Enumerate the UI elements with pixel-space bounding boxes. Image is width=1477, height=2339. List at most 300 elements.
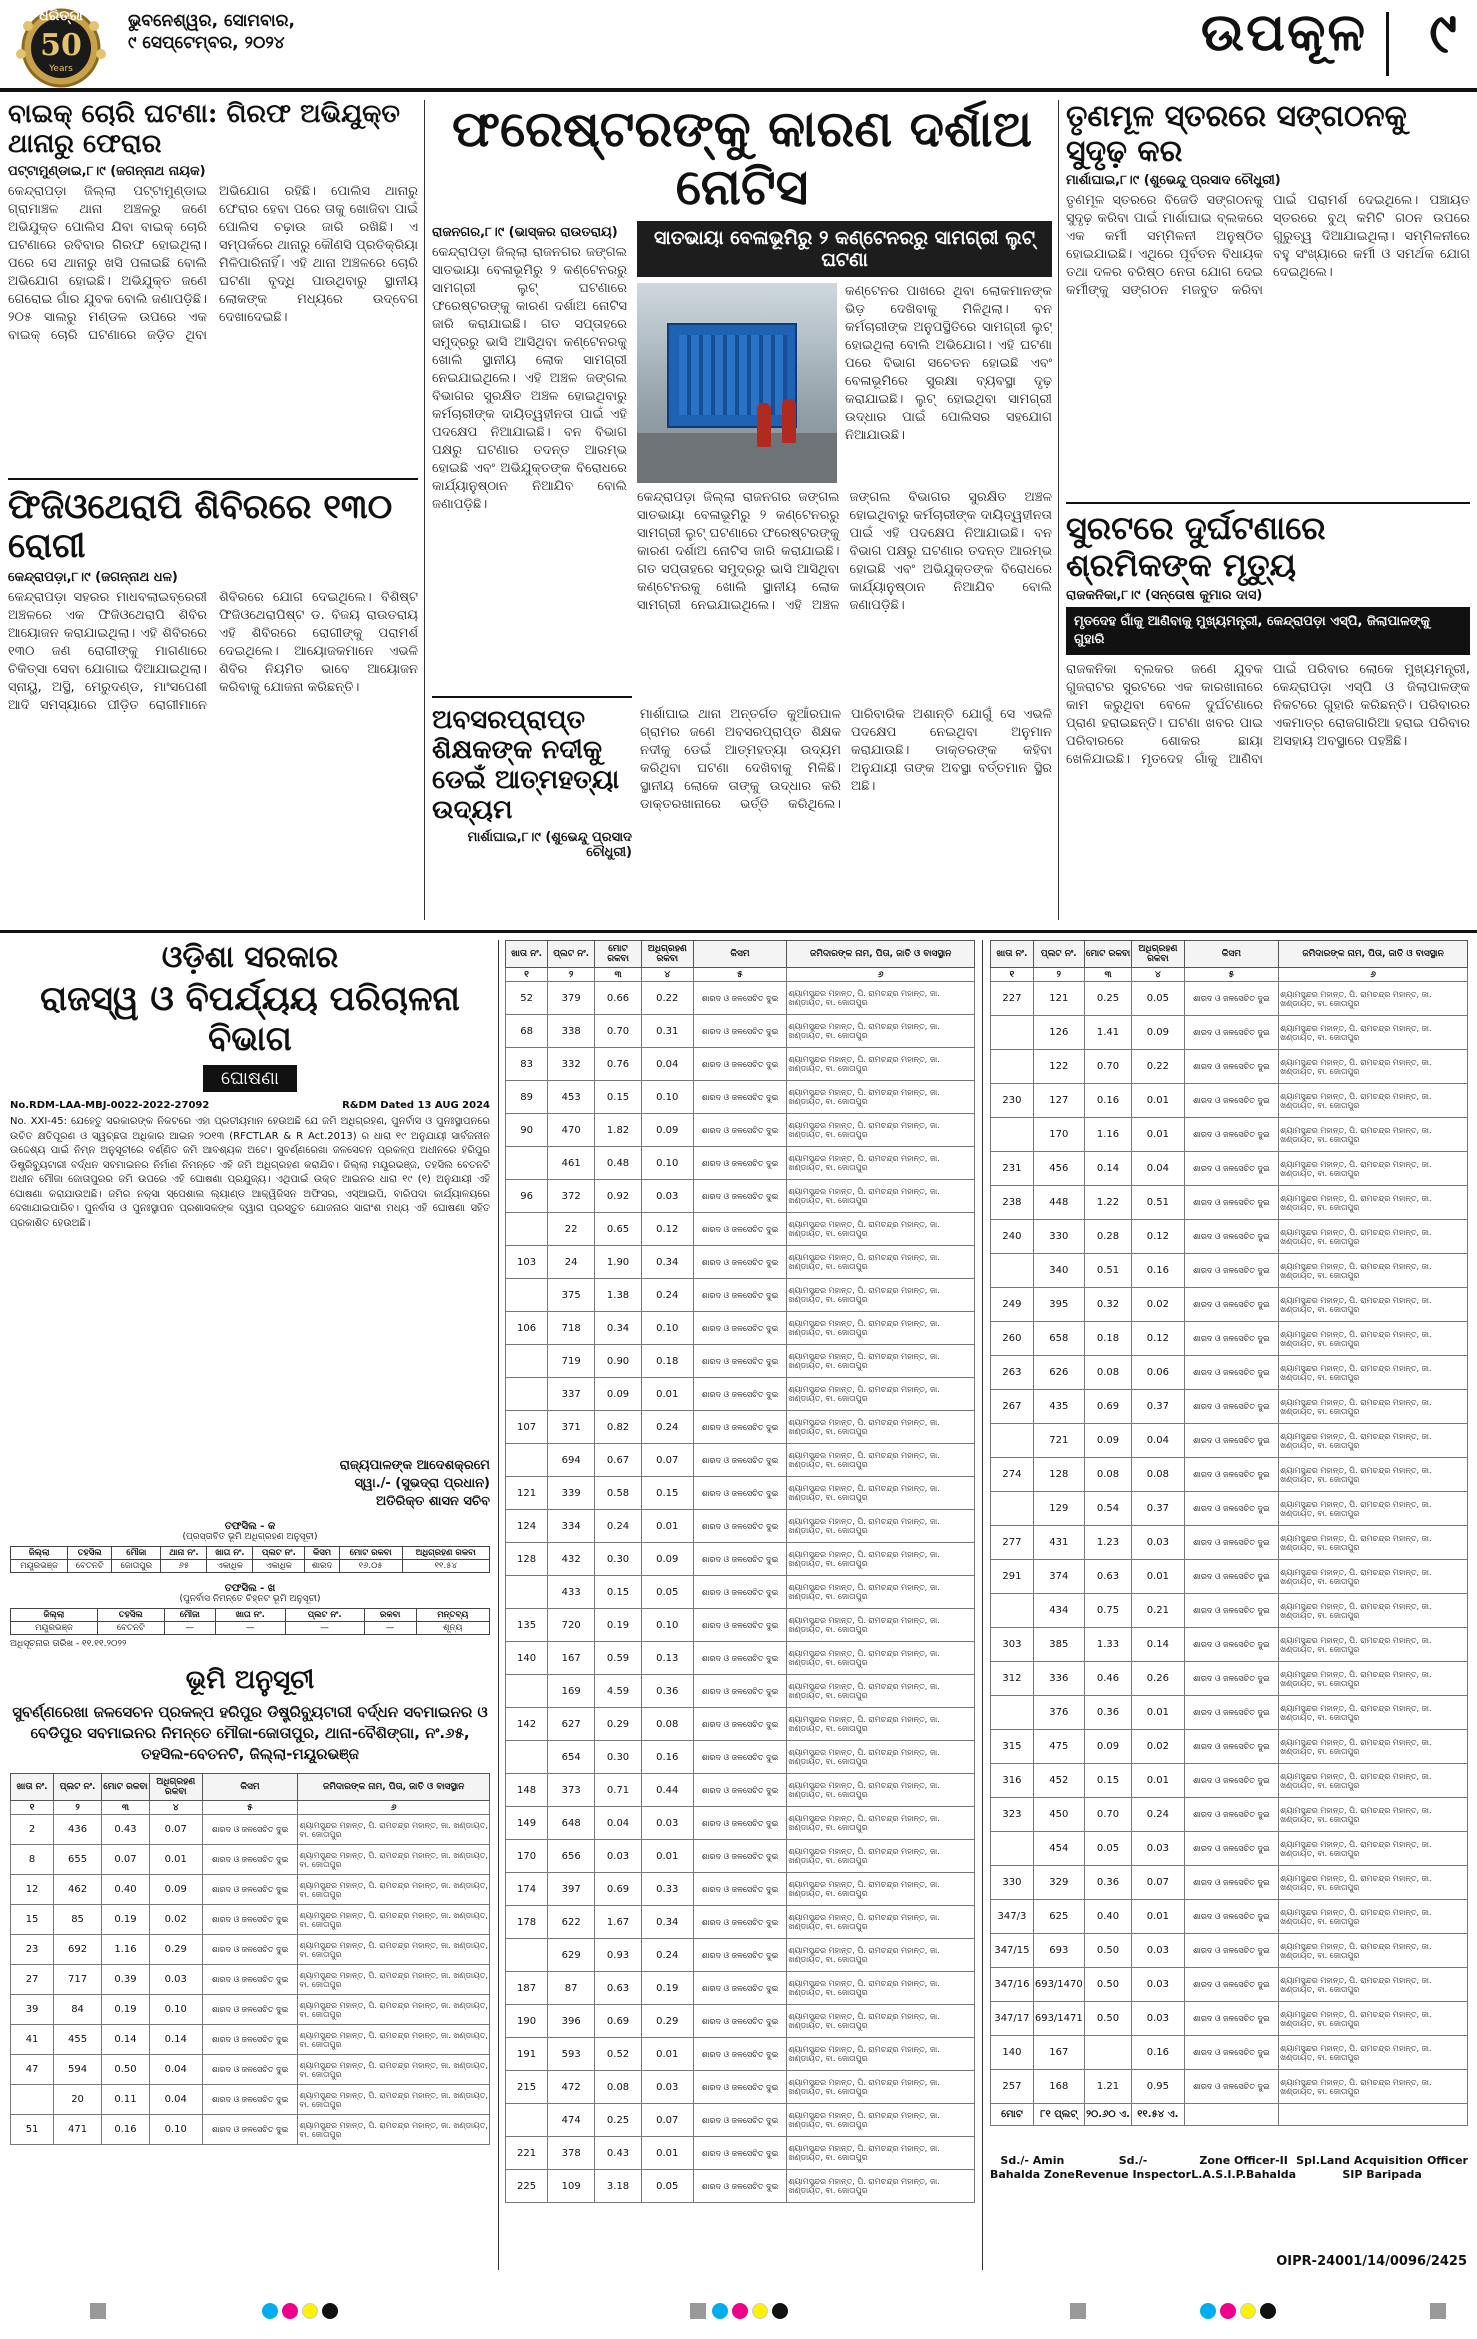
reg-box xyxy=(90,2303,106,2319)
table-cell: 109 xyxy=(548,2170,595,2203)
table-cell: 658 xyxy=(1033,1322,1084,1356)
table-cell: 103 xyxy=(506,1246,548,1279)
notice-middle-column xyxy=(505,940,975,2203)
table-index-cell: ୨ xyxy=(548,968,595,982)
kisam-cell: ଶାରଦ ଓ ଜଳସେଚିତ ଦୁଇ xyxy=(202,1875,298,1905)
table-cell: ମୟୂରଭଞ୍ଜ xyxy=(11,1622,98,1635)
table-cell: 0.07 xyxy=(641,2104,693,2137)
kisam-cell: ଶାରଦ ଓ ଜଳସେଚିତ ଦୁଇ xyxy=(1184,1764,1279,1798)
sign-name: ସ୍ୱା./- (ସୁଭଦ୍ରା ପ୍ରଧାନ) xyxy=(354,1476,490,1491)
kisam-cell: ଶାରଦ ଓ ଜଳସେଚିତ ଦୁଇ xyxy=(1184,1356,1279,1390)
table-cell: 1.33 xyxy=(1084,1628,1131,1662)
owner-cell: ଶ୍ୟାମସୁନ୍ଦର ମହାନ୍ତ, ପି. ରାମଚନ୍ଦ୍ର ମହାନ୍ତ, ଜା. ଖଣ୍ଡାୟତ, ବା. ଜୋତାପୁର xyxy=(787,1708,975,1741)
notice-dept-title: ରାଜସ୍ୱ ଓ ବିପର୍ଯ୍ୟୟ ପରିଚାଳନା ବିଭାଗ xyxy=(40,979,460,1059)
story-body: କେନ୍ଦ୍ରାପଡ଼ା ଜିଲ୍ଲା ପଟ୍ଟାମୁଣ୍ଡାଇ ଗ୍ରାମାଞ୍ଚଳ ଥାନା ଅଞ୍ଚଳରୁ ଜଣେ ଅଭିଯୁକ୍ତ ପୋଲିସ ଯିବା ବାଇକ୍ ଚୋରି ଘଟଣାରେ ରବିବାର ଗିରଫ ହୋଇଥିଲା। ପରେ ସେ ଥାନାରୁ ଖସି ପଳାଇଛି ବୋଲି ଅଭିଯୋଗ ହୋଇଛି। ଅଭିଯୁକ୍ତ ଜଣେ ଗେରୋଇ ଗାଁର ଯୁବକ ବୋଲି ଜଣାପଡ଼ିଛି। ୨୦୫ ସାଲରୁ ମଣ୍ଡଳ ଉପରେ ଏକ ବାଇକ୍ ଚୋରି ଘଟଣାରେ ଜଡ଼ିତ ଥିବା ଅଭିଯୋଗ ରହିଛି। ପୋଲିସ ଥାନାରୁ ଫେରାର ହେବା ପରେ ତାକୁ ଖୋଜିବା ପାଇଁ ପୋଲିସ ଚଢ଼ାଉ ଜାରି ରଖିଛି। ଏ ସମ୍ପର୍କରେ ଥାନାରୁ କୌଣସି ପ୍ରତିକ୍ରିୟା ମିଳିପାରିନାହିଁ। ଏହି ଥାନା ଅଞ୍ଚଳରେ ଚୋରି ଘଟଣା ବୃଦ୍ଧି ପାଉଥିବାରୁ ସ୍ଥାନୀୟ ଲୋକଙ୍କ ମଧ୍ୟରେ ଉଦ୍‌ବେଗ ଦେଖାଦେଇଛି। xyxy=(8,183,418,343)
table-cell: 316 xyxy=(991,1764,1034,1798)
table-cell: 0.03 xyxy=(641,1807,693,1840)
kisam-cell: ଶାରଦ ଓ ଜଳସେଚିତ ଦୁଇ xyxy=(693,1345,787,1378)
table-cell: 0.43 xyxy=(102,1815,150,1845)
table-header-cell: ପ୍ଲଟ ନଂ. xyxy=(1033,941,1084,968)
table-cell: ବେତନଟି xyxy=(97,1622,164,1635)
table-cell xyxy=(506,1345,548,1378)
table-index-cell: ୫ xyxy=(693,968,787,982)
kisam-cell: ଶାରଦ ଓ ଜଳସେଚିତ ଦୁଇ xyxy=(693,1312,787,1345)
table-cell: 267 xyxy=(991,1390,1034,1424)
table-cell: 0.19 xyxy=(595,1609,642,1642)
table-cell: 0.01 xyxy=(1132,1900,1184,1934)
table-index-cell: ୨ xyxy=(54,1801,102,1815)
story-headline: ବାଇକ୍ ଚୋରି ଘଟଣା: ଗିରଫ ଅଭିଯୁକ୍ତ ଥାନାରୁ ଫେରାର xyxy=(8,99,400,159)
kisam-cell: ଶାରଦ ଓ ଜଳସେଚିତ ଦୁଇ xyxy=(202,1995,298,2025)
owner-cell: ଶ୍ୟାମସୁନ୍ଦର ମହାନ୍ତ, ପି. ରାମଚନ୍ଦ୍ର ମହାନ୍ତ, ଜା. ଖଣ୍ଡାୟତ, ବା. ଜୋତାପୁର xyxy=(1279,1050,1468,1084)
kisam-cell: ଶାରଦ ଓ ଜଳସେଚିତ ଦୁଇ xyxy=(693,1246,787,1279)
table-cell: 0.82 xyxy=(595,1411,642,1444)
order-label: ରାଜ୍ୟପାଳଙ୍କ ଆଦେଶକ୍ରମେ xyxy=(339,1458,490,1473)
small-table-2-sub: (ପୁନର୍ବାସ ନିମନ୍ତେ ଚିହ୍ନଟ ଭୂମି ଅନୁସୂଚୀ) xyxy=(179,1594,321,1604)
owner-cell: ଶ୍ୟାମସୁନ୍ଦର ମହାନ୍ତ, ପି. ରାମଚନ୍ଦ୍ର ମହାନ୍ତ, ଜା. ଖଣ୍ଡାୟତ, ବା. ଜୋତାପୁର xyxy=(1279,1900,1468,1934)
owner-cell: ଶ୍ୟାମସୁନ୍ଦର ମହାନ୍ତ, ପି. ରାମଚନ୍ଦ୍ର ମହାନ୍ତ, ଜା. ଖଣ୍ଡାୟତ, ବା. ଜୋତାପୁର xyxy=(298,2115,490,2145)
table-cell: 274 xyxy=(991,1458,1034,1492)
story-body-3: କେନ୍ଦ୍ରାପଡ଼ା ଜିଲ୍ଲା ରାଜନଗର ଜଙ୍ଗଲ ସାତଭାୟା ବେଳାଭୂମିରୁ ୨ କଣ୍ଟେନରରୁ ସାମଗ୍ରୀ ଲୁଟ୍ ଘଟଣାରେ ଫରେଷ୍ଟରଙ୍କୁ କାରଣ ଦର୍ଶାଅ ନୋଟିସ ଜାରି କରାଯାଇଛି। ଗତ ସପ୍ତାହରେ ସମୁଦ୍ରରୁ ଭାସି ଆସିଥିବା କଣ୍ଟେନରକୁ ଖୋଲି ସ୍ଥାନୀୟ ଲୋକ ସାମଗ୍ରୀ ନେଇଯାଇଥିଲେ। ଏହି ଅଞ୍ଚଳ ଜଙ୍ଗଲ ବିଭାଗର ସୁରକ୍ଷିତ ଅଞ୍ଚଳ ହୋଇଥିବାରୁ କର୍ମଚାରୀଙ୍କ ଦାୟିତ୍ୱହୀନତା ପାଇଁ ଏହି ପଦକ୍ଷେପ ନିଆଯାଇଛି। ବନ ବିଭାଗ ପକ୍ଷରୁ ଘଟଣାର ତଦନ୍ତ ଆରମ୍ଭ ହୋଇଛି ଏବଂ ଅଭିଯୁକ୍ତଙ୍କ ବିରୋଧରେ କାର୍ଯ୍ୟାନୁଷ୍ଠାନ ନିଆଯିବ ବୋଲି ଜଣାପଡ଼ିଛି। xyxy=(637,490,1052,613)
owner-cell: ଶ୍ୟାମସୁନ୍ଦର ମହାନ୍ତ, ପି. ରାମଚନ୍ଦ୍ର ମହାନ୍ତ, ଜା. ଖଣ୍ଡାୟତ, ବା. ଜୋତାପୁର xyxy=(1279,2002,1468,2036)
table-cell: 0.03 xyxy=(149,1965,202,1995)
owner-cell: ଶ୍ୟାମସୁନ୍ଦର ମହାନ୍ତ, ପି. ରାମଚନ୍ଦ୍ର ମହାନ୍ତ, ଜା. ଖଣ୍ଡାୟତ, ବା. ଜୋତାପୁର xyxy=(1279,1424,1468,1458)
owner-cell: ଶ୍ୟାମସୁନ୍ଦର ମହାନ୍ତ, ପି. ରାମଚନ୍ଦ୍ର ମହାନ୍ତ, ଜା. ଖଣ୍ଡାୟତ, ବା. ଜୋତାପୁର xyxy=(787,1048,975,1081)
kisam-cell: ଶାରଦ ଓ ଜଳସେଚିତ ଦୁଇ xyxy=(1184,1152,1279,1186)
table-cell: 347/16 xyxy=(991,1968,1034,2002)
kisam-cell: ଶାରଦ ଓ ଜଳସେଚିତ ଦୁଇ xyxy=(693,1147,787,1180)
table-cell: 68 xyxy=(506,1015,548,1048)
kisam-cell: ଶାରଦ ଓ ଜଳସେଚିତ ଦୁଇ xyxy=(1184,1254,1279,1288)
table-cell: 126 xyxy=(1033,1016,1084,1050)
table-header-cell: ପ୍ଲଟ ନଂ. xyxy=(548,941,595,968)
table-cell: 0.14 xyxy=(149,2025,202,2055)
table-cell: 0.36 xyxy=(1084,1696,1131,1730)
table-cell: 0.15 xyxy=(595,1081,642,1114)
table-cell: 89 xyxy=(506,1081,548,1114)
story-byline: ରାଜକନିକା,୮।୯ (ସନ୍ତୋଷ କୁମାର ଦାସ) xyxy=(1066,587,1263,603)
owner-cell: ଶ୍ୟାମସୁନ୍ଦର ମହାନ୍ତ, ପି. ରାମଚନ୍ଦ୍ର ମହାନ୍ତ, ଜା. ଖଣ୍ଡାୟତ, ବା. ଜୋତାପୁର xyxy=(787,1609,975,1642)
story-byline: କେନ୍ଦ୍ରାପଡ଼ା,୮।୯ (ଜଗନ୍ନାଥ ଧଳ) xyxy=(8,570,178,586)
story-body: କେନ୍ଦ୍ରାପଡ଼ା ଜିଲ୍ଲା ରାଜନଗର ଜଙ୍ଗଲ ସାତଭାୟା ବେଳାଭୂମିରୁ ୨ କଣ୍ଟେନରରୁ ସାମଗ୍ରୀ ଲୁଟ୍ ଘଟଣାରେ ଫରେଷ୍ଟରଙ୍କୁ କାରଣ ଦର୍ଶାଅ ନୋଟିସ ଜାରି କରାଯାଇଛି। ଗତ ସପ୍ତାହରେ ସମୁଦ୍ରରୁ ଭାସି ଆସିଥିବା କଣ୍ଟେନରକୁ ଖୋଲି ସ୍ଥାନୀୟ ଲୋକ ସାମଗ୍ରୀ ନେଇଯାଇଥିଲେ। ଏହି ଅଞ୍ଚଳ ଜଙ୍ଗଲ ବିଭାଗର ସୁରକ୍ଷିତ ଅଞ୍ଚଳ ହୋଇଥିବାରୁ କର୍ମଚାରୀଙ୍କ ଦାୟିତ୍ୱହୀନତା ପାଇଁ ଏହି ପଦକ୍ଷେପ ନିଆଯାଇଛି। ବନ ବିଭାଗ ପକ୍ଷରୁ ଘଟଣାର ତଦନ୍ତ ଆରମ୍ଭ ହୋଇଛି ଏବଂ ଅଭିଯୁକ୍ତଙ୍କ ବିରୋଧରେ କାର୍ଯ୍ୟାନୁଷ୍ଠାନ ନିଆଯିବ ବୋଲି ଜଣାପଡ଼ିଛି। xyxy=(432,245,627,512)
table-index-cell: ୫ xyxy=(202,1801,298,1815)
table-cell xyxy=(991,1696,1034,1730)
owner-cell: ଶ୍ୟାମସୁନ୍ଦର ମହାନ୍ତ, ପି. ରାମଚନ୍ଦ୍ର ମହାନ୍ତ, ଜା. ଖଣ୍ଡାୟତ, ବା. ଜୋତାପୁର xyxy=(787,1576,975,1609)
table-cell: 0.05 xyxy=(1084,1832,1131,1866)
masthead-rule xyxy=(0,88,1477,92)
table-cell: 47 xyxy=(11,2055,54,2085)
table-header-cell: ମୋଟ ରକବା xyxy=(102,1774,150,1801)
story-headline: ସୁରଟରେ ଦୁର୍ଘଟଣାରେ ଶ୍ରମିକଙ୍କ ମୃତ୍ୟୁ xyxy=(1066,509,1326,584)
table-cell: 0.54 xyxy=(1084,1492,1131,1526)
table-row xyxy=(506,1543,975,1576)
kisam-cell: ଶାରଦ ଓ ଜଳସେଚିତ ଦୁଇ xyxy=(202,1965,298,1995)
table-row xyxy=(991,1288,1468,1322)
owner-cell: ଶ୍ୟାମସୁନ୍ଦର ମହାନ୍ତ, ପି. ରାମଚନ୍ଦ୍ର ମହାନ୍ତ, ଜା. ଖଣ୍ଡାୟତ, ବା. ଜୋତାପୁର xyxy=(1279,1798,1468,1832)
table-cell: 452 xyxy=(1033,1764,1084,1798)
owner-cell: ଶ୍ୟାମସୁନ୍ଦର ମହାନ୍ତ, ପି. ରାମଚନ୍ଦ୍ର ମହାନ୍ତ, ଜା. ଖଣ୍ଡାୟତ, ବା. ଜୋତାପୁର xyxy=(1279,1934,1468,1968)
owner-cell: ଶ୍ୟାମସୁନ୍ଦର ମହାନ୍ତ, ପି. ରାମଚନ୍ଦ୍ର ମହାନ୍ତ, ଜା. ଖଣ୍ଡାୟତ, ବା. ଜୋତାପୁର xyxy=(787,1411,975,1444)
table-cell: 0.48 xyxy=(595,1147,642,1180)
table-cell xyxy=(1084,2036,1131,2070)
story-teacher-suicide-attempt xyxy=(432,706,632,864)
table-cell: 84 xyxy=(54,1995,102,2025)
owner-cell: ଶ୍ୟାମସୁନ୍ଦର ମହାନ୍ତ, ପି. ରାମଚନ୍ଦ୍ର ମହାନ୍ତ, ଜା. ଖଣ୍ଡାୟତ, ବା. ଜୋତାପୁର xyxy=(1279,1118,1468,1152)
owner-cell: ଶ୍ୟାମସୁନ୍ଦର ମହାନ୍ତ, ପି. ରାମଚନ୍ଦ୍ର ମହାନ୍ତ, ଜା. ଖଣ୍ଡାୟତ, ବା. ଜୋତାପୁର xyxy=(1279,1186,1468,1220)
owner-cell: ଶ୍ୟାମସୁନ୍ଦର ମହାନ୍ତ, ପି. ରାମଚନ୍ଦ୍ର ମହାନ୍ତ, ଜା. ଖଣ୍ଡାୟତ, ବା. ଜୋତାପୁର xyxy=(1279,1016,1468,1050)
table-row xyxy=(506,1609,975,1642)
table-cell xyxy=(11,2085,54,2115)
divider xyxy=(432,696,632,698)
dateline xyxy=(128,10,428,54)
table-row xyxy=(506,1708,975,1741)
table-row xyxy=(506,2137,975,2170)
kisam-cell: ଶାରଦ ଓ ଜଳସେଚିତ ଦୁଇ xyxy=(693,1015,787,1048)
table-cell: 329 xyxy=(1033,1866,1084,1900)
table-header-cell: ଅଧିଗ୍ରହଣ ରକବା xyxy=(1132,941,1184,968)
table-cell: 0.18 xyxy=(641,1345,693,1378)
table-cell: 1.90 xyxy=(595,1246,642,1279)
table-cell: 0.36 xyxy=(641,1675,693,1708)
table-cell: ଜୋତାପୁର xyxy=(112,1560,161,1573)
story-subbanner: ମୃତଦେହ ଗାଁକୁ ଆଣିବାକୁ ମୁଖ୍ୟମନ୍ତ୍ରୀ, କେନ୍ଦ୍ରାପଡ଼ା ଏସ୍‌ପି, ଜିଲାପାଳଙ୍କୁ ଗୁହାରି xyxy=(1066,607,1470,655)
table-cell: 0.95 xyxy=(1132,2070,1184,2104)
table-cell: 627 xyxy=(548,1708,595,1741)
table-header-cell: ଅଧିଗ୍ରହଣ ରକବା xyxy=(149,1774,202,1801)
table-cell: 718 xyxy=(548,1312,595,1345)
table-row xyxy=(991,1220,1468,1254)
kisam-cell: ଶାରଦ ଓ ଜଳସେଚିତ ଦୁଇ xyxy=(693,2071,787,2104)
table-cell: 0.24 xyxy=(641,1411,693,1444)
table-cell: 0.39 xyxy=(102,1965,150,1995)
table-row xyxy=(506,1741,975,1774)
table-index-cell: ୧ xyxy=(11,1801,54,1815)
table-cell: 721 xyxy=(1033,1424,1084,1458)
table-cell: 0.19 xyxy=(102,1905,150,1935)
kisam-cell: ଶାରଦ ଓ ଜଳସେଚିତ ଦୁଇ xyxy=(693,1642,787,1675)
table-cell: 0.33 xyxy=(641,1873,693,1906)
table-cell: 372 xyxy=(548,1180,595,1213)
table-row xyxy=(991,1934,1468,1968)
table-cell: 0.50 xyxy=(1084,1968,1131,2002)
table-cell: 257 xyxy=(991,2070,1034,2104)
kisam-cell: ଶାରଦ ଓ ଜଳସେଚିତ ଦୁଇ xyxy=(693,1906,787,1939)
kisam-cell: ଶାରଦ ଓ ଜଳସେଚିତ ଦୁଇ xyxy=(693,1180,787,1213)
kisam-cell: ଶାରଦ ଓ ଜଳସେଚିତ ଦୁଇ xyxy=(1184,1594,1279,1628)
story-right-column xyxy=(637,221,1052,739)
table-cell xyxy=(506,1576,548,1609)
table-cell: 0.01 xyxy=(1132,1696,1184,1730)
table-cell: 692 xyxy=(54,1935,102,1965)
owner-cell: ଶ୍ୟାମସୁନ୍ଦର ମହାନ୍ତ, ପି. ରାମଚନ୍ଦ୍ର ମହାନ୍ତ, ଜା. ଖଣ୍ଡାୟତ, ବା. ଜୋତାପୁର xyxy=(787,1807,975,1840)
kisam-cell: ଶାରଦ ଓ ଜଳସେଚିତ ଦୁଇ xyxy=(693,1279,787,1312)
notice-signature xyxy=(10,1457,490,1511)
table-cell: 260 xyxy=(991,1322,1034,1356)
table-index-cell: ୨ xyxy=(1033,968,1084,982)
table-cell: 51 xyxy=(11,2115,54,2145)
story-body-2: କଣ୍ଟେନର ପାଖରେ ଥିବା ଲୋକମାନଙ୍କ ଭିଡ଼ ଦେଖିବାକୁ ମିଳିଥିଲା। ବନ କର୍ମଚାରୀଙ୍କ ଅନୁପସ୍ଥିତିରେ ସାମଗ୍ରୀ ଲୁଟ୍ ହୋଇଥିଲା ବୋଲି ଅଭିଯୋଗ। ଏହି ଘଟଣା ପରେ ବିଭାଗ ସଚେତନ ହୋଇଛି ଏବଂ ବେଳାଭୂମିରେ ସୁରକ୍ଷା ବ୍ୟବସ୍ଥା ଦୃଢ଼ କରାଯାଇଛି। ଲୁଟ୍ ହୋଇଥିବା ସାମଗ୍ରୀ ଉଦ୍ଧାର ପାଇଁ ପୋଲିସର ସହଯୋଗ ନିଆଯାଉଛି। xyxy=(845,284,1052,443)
table-cell: 0.05 xyxy=(641,2170,693,2203)
table-cell: 128 xyxy=(506,1543,548,1576)
logo-years-sub: Years xyxy=(49,64,73,74)
owner-cell: ଶ୍ୟାମସୁନ୍ଦର ମହାନ୍ତ, ପି. ରାମଚନ୍ଦ୍ର ମହାନ୍ତ, ଜା. ଖଣ୍ଡାୟତ, ବା. ଜୋତାପୁର xyxy=(1279,1628,1468,1662)
table-row xyxy=(506,1477,975,1510)
table-cell: 0.04 xyxy=(149,2085,202,2115)
table-cell: 0.04 xyxy=(1132,1152,1184,1186)
table-cell: 249 xyxy=(991,1288,1034,1322)
owner-cell: ଶ୍ୟାମସୁନ୍ଦର ମହାନ୍ତ, ପି. ରାମଚନ୍ଦ୍ର ମହାନ୍ତ, ଜା. ଖଣ୍ଡାୟତ, ବା. ଜୋତାପୁର xyxy=(787,2137,975,2170)
notice-memo: ଅଧିସୂଚନାର ତାରିଖ - ୧୧.୧୧.୨୦୨୨ xyxy=(10,1639,127,1649)
owner-cell: ଶ୍ୟାମସୁନ୍ଦର ମହାନ୍ତ, ପି. ରାମଚନ୍ଦ୍ର ମହାନ୍ତ, ଜା. ଖଣ୍ଡାୟତ, ବା. ଜୋତାପୁର xyxy=(787,1873,975,1906)
table-cell: 0.70 xyxy=(1084,1798,1131,1832)
table-row xyxy=(991,1900,1468,1934)
table-header-cell: ପ୍ଲଟ ନଂ. xyxy=(253,1547,305,1560)
table-cell: 330 xyxy=(1033,1220,1084,1254)
table-cell: 4.59 xyxy=(595,1675,642,1708)
owner-cell: ଶ୍ୟାମସୁନ୍ଦର ମହାନ୍ତ, ପି. ରାମଚନ୍ଦ୍ର ମହାନ୍ତ, ଜା. ଖଣ୍ଡାୟତ, ବା. ଜୋତାପୁର xyxy=(787,1312,975,1345)
kisam-cell: ଶାରଦ ଓ ଜଳସେଚିତ ଦୁଇ xyxy=(202,2115,298,2145)
table-header-cell: ପ୍ଲଟ ନଂ. xyxy=(54,1774,102,1801)
table-cell: 0.12 xyxy=(1132,1322,1184,1356)
table-row xyxy=(506,1081,975,1114)
table-cell: 0.03 xyxy=(1132,2002,1184,2036)
table-cell: 0.15 xyxy=(1084,1764,1131,1798)
table-cell: 12 xyxy=(11,1875,54,1905)
table-cell: 0.03 xyxy=(1132,1832,1184,1866)
kisam-cell: ଶାରଦ ଓ ଜଳସେଚିତ ଦୁଇ xyxy=(1184,1016,1279,1050)
table-cell: 0.08 xyxy=(1084,1458,1131,1492)
table-cell: 85 xyxy=(54,1905,102,1935)
kisam-cell: ଶାରଦ ଓ ଜଳସେଚିତ ଦୁଇ xyxy=(693,1708,787,1741)
section-divider xyxy=(1386,12,1389,76)
table-cell: 471 xyxy=(54,2115,102,2145)
kisam-cell: ଶାରଦ ଓ ଜଳସେଚିତ ଦୁଇ xyxy=(1184,1798,1279,1832)
table-cell: 0.09 xyxy=(1132,1016,1184,1050)
table-row xyxy=(991,1390,1468,1424)
kisam-cell: ଶାରଦ ଓ ଜଳସେଚିତ ଦୁଇ xyxy=(1184,2036,1279,2070)
reg-magenta xyxy=(1220,2303,1236,2319)
table-index-cell: ୩ xyxy=(1084,968,1131,982)
table-cell: 0.52 xyxy=(595,2038,642,2071)
kisam-cell: ଶାରଦ ଓ ଜଳସେଚିତ ଦୁଇ xyxy=(202,1845,298,1875)
small-table-1-title: ତଫସିଲ - କ xyxy=(224,1521,276,1532)
table-cell: ୧୧.୫୪ xyxy=(402,1560,489,1573)
table-cell: 347/17 xyxy=(991,2002,1034,2036)
owner-cell: ଶ୍ୟାମସୁନ୍ଦର ମହାନ୍ତ, ପି. ରାମଚନ୍ଦ୍ର ମହାନ୍ତ, ଜା. ଖଣ୍ଡାୟତ, ବା. ଜୋତାପୁର xyxy=(1279,1458,1468,1492)
table-row xyxy=(991,1662,1468,1696)
ref-number: No.RDM-LAA-MBJ-0022-2022-27092 xyxy=(10,1100,210,1111)
table-index-cell: ୪ xyxy=(1132,968,1184,982)
table-cell: 0.59 xyxy=(595,1642,642,1675)
table-row xyxy=(991,1016,1468,1050)
table-header-cell: ଜିଲ୍ଲା xyxy=(11,1547,68,1560)
table-row xyxy=(991,1458,1468,1492)
table-cell: 0.18 xyxy=(1084,1322,1131,1356)
signoff-slao: Spl.Land Acquisition Officer SIP Baripada xyxy=(1296,2154,1468,2181)
table-cell: 140 xyxy=(991,2036,1034,2070)
owner-cell: ଶ୍ୟାମସୁନ୍ଦର ମହାନ୍ତ, ପି. ରାମଚନ୍ଦ୍ର ମହାନ୍ତ, ଜା. ଖଣ୍ଡାୟତ, ବା. ଜୋତାପୁର xyxy=(1279,1968,1468,2002)
kisam-cell: ଶାରଦ ଓ ଜଳସେଚିତ ଦୁଇ xyxy=(693,2170,787,2203)
table-cell: 0.37 xyxy=(1132,1492,1184,1526)
table-cell: 395 xyxy=(1033,1288,1084,1322)
table-row xyxy=(991,1866,1468,1900)
table-cell: 0.10 xyxy=(149,1995,202,2025)
owner-cell: ଶ୍ୟାମସୁନ୍ଦର ମହାନ୍ତ, ପି. ରାମଚନ୍ଦ୍ର ମହାନ୍ତ, ଜା. ଖଣ୍ଡାୟତ, ବା. ଜୋତାପୁର xyxy=(787,1972,975,2005)
table-row xyxy=(991,1594,1468,1628)
owner-cell: ଶ୍ୟାମସୁନ୍ଦର ମହାନ୍ତ, ପି. ରାମଚନ୍ଦ୍ର ମହାନ୍ତ, ଜା. ଖଣ୍ଡାୟତ, ବା. ଜୋତାପୁର xyxy=(298,1845,490,1875)
table-row xyxy=(506,2005,975,2038)
table-cell: 474 xyxy=(548,2104,595,2137)
table-cell: 330 xyxy=(991,1866,1034,1900)
land-table-2 xyxy=(505,940,975,2203)
story-body: ତୃଣମୂଳ ସ୍ତରରେ ବିଜେଡି ସଙ୍ଗଠନକୁ ସୁଦୃଢ଼ କରିବା ପାଇଁ ମାର୍ଶାଘାଇ ବ୍ଲକରେ ଏକ କର୍ମୀ ସମ୍ମିଳନୀ ଅନୁଷ୍ଠିତ ହୋଇଯାଇଛି। ଏଥିରେ ପୂର୍ବତନ ବିଧାୟକ ତଥା ଦଳର ବରିଷ୍ଠ ନେତା ଯୋଗ ଦେଇ କର୍ମୀଙ୍କୁ ସଙ୍ଗଠନ ମଜବୁତ କରିବା ପାଇଁ ପରାମର୍ଶ ଦେଇଥିଲେ। ପଞ୍ଚାୟତ ସ୍ତରରେ ବୁଥ୍ କମିଟି ଗଠନ ଉପରେ ଗୁରୁତ୍ୱ ଦିଆଯାଇଥିଲା। ସମ୍ମିଳନୀରେ ବହୁ ସଂଖ୍ୟାରେ କର୍ମୀ ଓ ସମର୍ଥକ ଯୋଗ ଦେଇଥିଲେ। xyxy=(1066,193,1470,298)
kisam-cell: ଶାରଦ ଓ ଜଳସେଚିତ ଦୁଇ xyxy=(1184,1526,1279,1560)
table-cell: 231 xyxy=(991,1152,1034,1186)
table-row xyxy=(11,2115,490,2145)
table-row xyxy=(991,1968,1468,2002)
table-cell: 0.10 xyxy=(641,1147,693,1180)
table-header-cell: ଖାତା ନଂ. xyxy=(215,1609,285,1622)
table-cell: 87 xyxy=(548,1972,595,2005)
reg-magenta xyxy=(282,2303,298,2319)
kisam-cell: ଶାରଦ ଓ ଜଳସେଚିତ ଦୁଇ xyxy=(1184,1934,1279,1968)
table-total-row xyxy=(991,2104,1468,2126)
table-cell: 0.02 xyxy=(1132,1730,1184,1764)
table-row xyxy=(506,1972,975,2005)
table-cell: 238 xyxy=(991,1186,1034,1220)
kisam-cell: ଶାରଦ ଓ ଜଳସେଚିତ ଦୁଇ xyxy=(693,1576,787,1609)
table-cell: 0.40 xyxy=(102,1875,150,1905)
kisam-cell: ଶାରଦ ଓ ଜଳସେଚିତ ଦୁଇ xyxy=(693,1510,787,1543)
kisam-cell: ଶାରଦ ଓ ଜଳସେଚିତ ଦୁଇ xyxy=(1184,2070,1279,2104)
table-row xyxy=(11,1935,490,1965)
table-row xyxy=(991,1492,1468,1526)
table-cell: 629 xyxy=(548,1939,595,1972)
table-cell: 148 xyxy=(506,1774,548,1807)
table-cell: ଏକାଧିକ xyxy=(207,1560,253,1573)
table-header-cell: ଖାତା ନଂ. xyxy=(506,941,548,968)
table-cell: 0.01 xyxy=(1132,1560,1184,1594)
owner-cell: ଶ୍ୟାମସୁନ୍ଦର ମହାନ୍ତ, ପି. ରାମଚନ୍ଦ୍ର ମହାନ୍ତ, ଜା. ଖଣ୍ଡାୟତ, ବା. ଜୋତାପୁର xyxy=(787,1114,975,1147)
table-cell: 434 xyxy=(1033,1594,1084,1628)
column-rule xyxy=(1058,100,1059,920)
kisam-cell: ଶାରଦ ଓ ଜଳସେଚିତ ଦୁଇ xyxy=(693,2137,787,2170)
table-cell: 337 xyxy=(548,1378,595,1411)
table-cell: 0.08 xyxy=(641,1708,693,1741)
table-cell xyxy=(991,1118,1034,1152)
table-header-cell: କିସମ xyxy=(202,1774,298,1801)
table-cell: 0.05 xyxy=(1132,982,1184,1016)
table-cell: 455 xyxy=(54,2025,102,2055)
kisam-cell: ଶାରଦ ଓ ଜଳସେଚିତ ଦୁଇ xyxy=(693,1972,787,2005)
table-cell xyxy=(506,1444,548,1477)
table-row xyxy=(506,1444,975,1477)
owner-cell: ଶ୍ୟାମସୁନ୍ଦର ମହାନ୍ତ, ପି. ରାମଚନ୍ଦ୍ର ମହାନ୍ତ, ଜା. ଖଣ୍ଡାୟତ, ବା. ଜୋତାପୁର xyxy=(1279,1084,1468,1118)
table-row xyxy=(506,1840,975,1873)
table-cell: 0.01 xyxy=(641,2038,693,2071)
owner-cell: ଶ୍ୟାମସୁନ୍ଦର ମହାନ୍ତ, ପି. ରାମଚନ୍ଦ୍ର ମହାନ୍ତ, ଜା. ଖଣ୍ଡାୟତ, ବା. ଜୋତାପୁର xyxy=(787,1015,975,1048)
table-row xyxy=(506,1213,975,1246)
table-cell: 0.16 xyxy=(1132,2036,1184,2070)
table-index-cell: ୫ xyxy=(1184,968,1279,982)
signoff-ri: Sd./- Revenue Inspector xyxy=(1074,2154,1192,2181)
table-cell: 0.15 xyxy=(641,1477,693,1510)
table-cell: 0.90 xyxy=(595,1345,642,1378)
table-row xyxy=(506,1675,975,1708)
table-cell: 0.67 xyxy=(595,1444,642,1477)
owner-cell: ଶ୍ୟାମସୁନ୍ଦର ମହାନ୍ତ, ପି. ରାମଚନ୍ଦ୍ର ମହାନ୍ତ, ଜା. ଖଣ୍ଡାୟତ, ବା. ଜୋତାପୁର xyxy=(787,1246,975,1279)
table-cell: 20 xyxy=(54,2085,102,2115)
table-header-cell: ମୋଟ ରକବା xyxy=(1084,941,1131,968)
table-cell: 0.51 xyxy=(1084,1254,1131,1288)
date-line-2: ୯ ସେପ୍ଟେମ୍ବର, ୨୦୨୪ xyxy=(128,33,285,53)
table-cell: 0.92 xyxy=(595,1180,642,1213)
table-cell: 0.06 xyxy=(1132,1356,1184,1390)
total-acq: ୧୧.୫୪ ଏ. xyxy=(1132,2104,1184,2126)
table-row xyxy=(506,1576,975,1609)
table-cell: 0.01 xyxy=(641,1510,693,1543)
table-cell: — xyxy=(364,1622,416,1635)
kisam-cell: ଶାରଦ ଓ ଜଳସେଚିତ ଦୁଇ xyxy=(693,2038,787,2071)
owner-cell: ଶ୍ୟାମସୁନ୍ଦର ମହାନ୍ତ, ପି. ରାମଚନ୍ଦ୍ର ମହାନ୍ତ, ଜା. ଖଣ୍ଡାୟତ, ବା. ଜୋତାପୁର xyxy=(787,1840,975,1873)
kisam-cell: ଶାରଦ ଓ ଜଳସେଚିତ ଦୁଇ xyxy=(693,1444,787,1477)
table-cell: 0.22 xyxy=(641,982,693,1015)
table-cell: 334 xyxy=(548,1510,595,1543)
owner-cell: ଶ୍ୟାମସୁନ୍ଦର ମହାନ୍ତ, ପି. ରାମଚନ୍ଦ୍ର ମହାନ୍ତ, ଜା. ଖଣ୍ଡାୟତ, ବା. ଜୋତାପୁର xyxy=(1279,1866,1468,1900)
table-cell: 693/1470 xyxy=(1033,1968,1084,2002)
table-cell: 0.28 xyxy=(1084,1220,1131,1254)
kisam-cell: ଶାରଦ ଓ ଜଳସେଚିତ ଦୁଇ xyxy=(693,1807,787,1840)
kisam-cell: ଶାରଦ ଓ ଜଳସେଚିତ ଦୁଇ xyxy=(1184,2002,1279,2036)
table-cell: 0.09 xyxy=(1084,1730,1131,1764)
table-cell: 0.70 xyxy=(595,1015,642,1048)
table-cell: ଏକାଧିକ xyxy=(253,1560,305,1573)
table-cell: 0.09 xyxy=(641,1543,693,1576)
owner-cell: ଶ୍ୟାମସୁନ୍ଦର ମହାନ୍ତ, ପି. ରାମଚନ୍ଦ୍ର ମହାନ୍ତ, ଜା. ଖଣ୍ଡାୟତ, ବା. ଜୋତାପୁର xyxy=(298,1905,490,1935)
story-byline: ପଟ୍ଟାମୁଣ୍ଡାଇ,୮।୯ (ଜଗନ୍ନାଥ ନାୟକ) xyxy=(8,163,206,179)
table-row xyxy=(506,1642,975,1675)
owner-cell: ଶ୍ୟାମସୁନ୍ଦର ମହାନ୍ତ, ପି. ରାମଚନ୍ଦ୍ର ମହାନ୍ତ, ଜା. ଖଣ୍ଡାୟତ, ବା. ଜୋତାପୁର xyxy=(787,1510,975,1543)
table-cell: 373 xyxy=(548,1774,595,1807)
table-cell: 190 xyxy=(506,2005,548,2038)
table-cell: 221 xyxy=(506,2137,548,2170)
table-cell: 0.69 xyxy=(595,1873,642,1906)
table-cell: 0.34 xyxy=(641,1246,693,1279)
table-cell: 654 xyxy=(548,1741,595,1774)
table-cell: 0.14 xyxy=(1132,1628,1184,1662)
table-row xyxy=(506,1411,975,1444)
table-row xyxy=(991,1254,1468,1288)
table-cell: 396 xyxy=(548,2005,595,2038)
kisam-cell: ଶାରଦ ଓ ଜଳସେଚିତ ଦୁଇ xyxy=(202,2025,298,2055)
table-cell: 291 xyxy=(991,1560,1034,1594)
table-cell: 39 xyxy=(11,1995,54,2025)
page-number: ୯ xyxy=(1429,0,1457,66)
table-cell: 1.16 xyxy=(1084,1118,1131,1152)
table-cell: 0.30 xyxy=(595,1543,642,1576)
table-cell: 106 xyxy=(506,1312,548,1345)
table-cell: 170 xyxy=(1033,1118,1084,1152)
table-row xyxy=(506,1279,975,1312)
table-cell: 0.69 xyxy=(1084,1390,1131,1424)
table-row xyxy=(991,2070,1468,2104)
table-cell: 0.12 xyxy=(641,1213,693,1246)
table-row xyxy=(991,1764,1468,1798)
table-cell xyxy=(991,1050,1034,1084)
table-cell: 263 xyxy=(991,1356,1034,1390)
table-cell: 128 xyxy=(1033,1458,1084,1492)
kisam-cell: ଶାରଦ ଓ ଜଳସେଚିତ ଦୁଇ xyxy=(693,1675,787,1708)
